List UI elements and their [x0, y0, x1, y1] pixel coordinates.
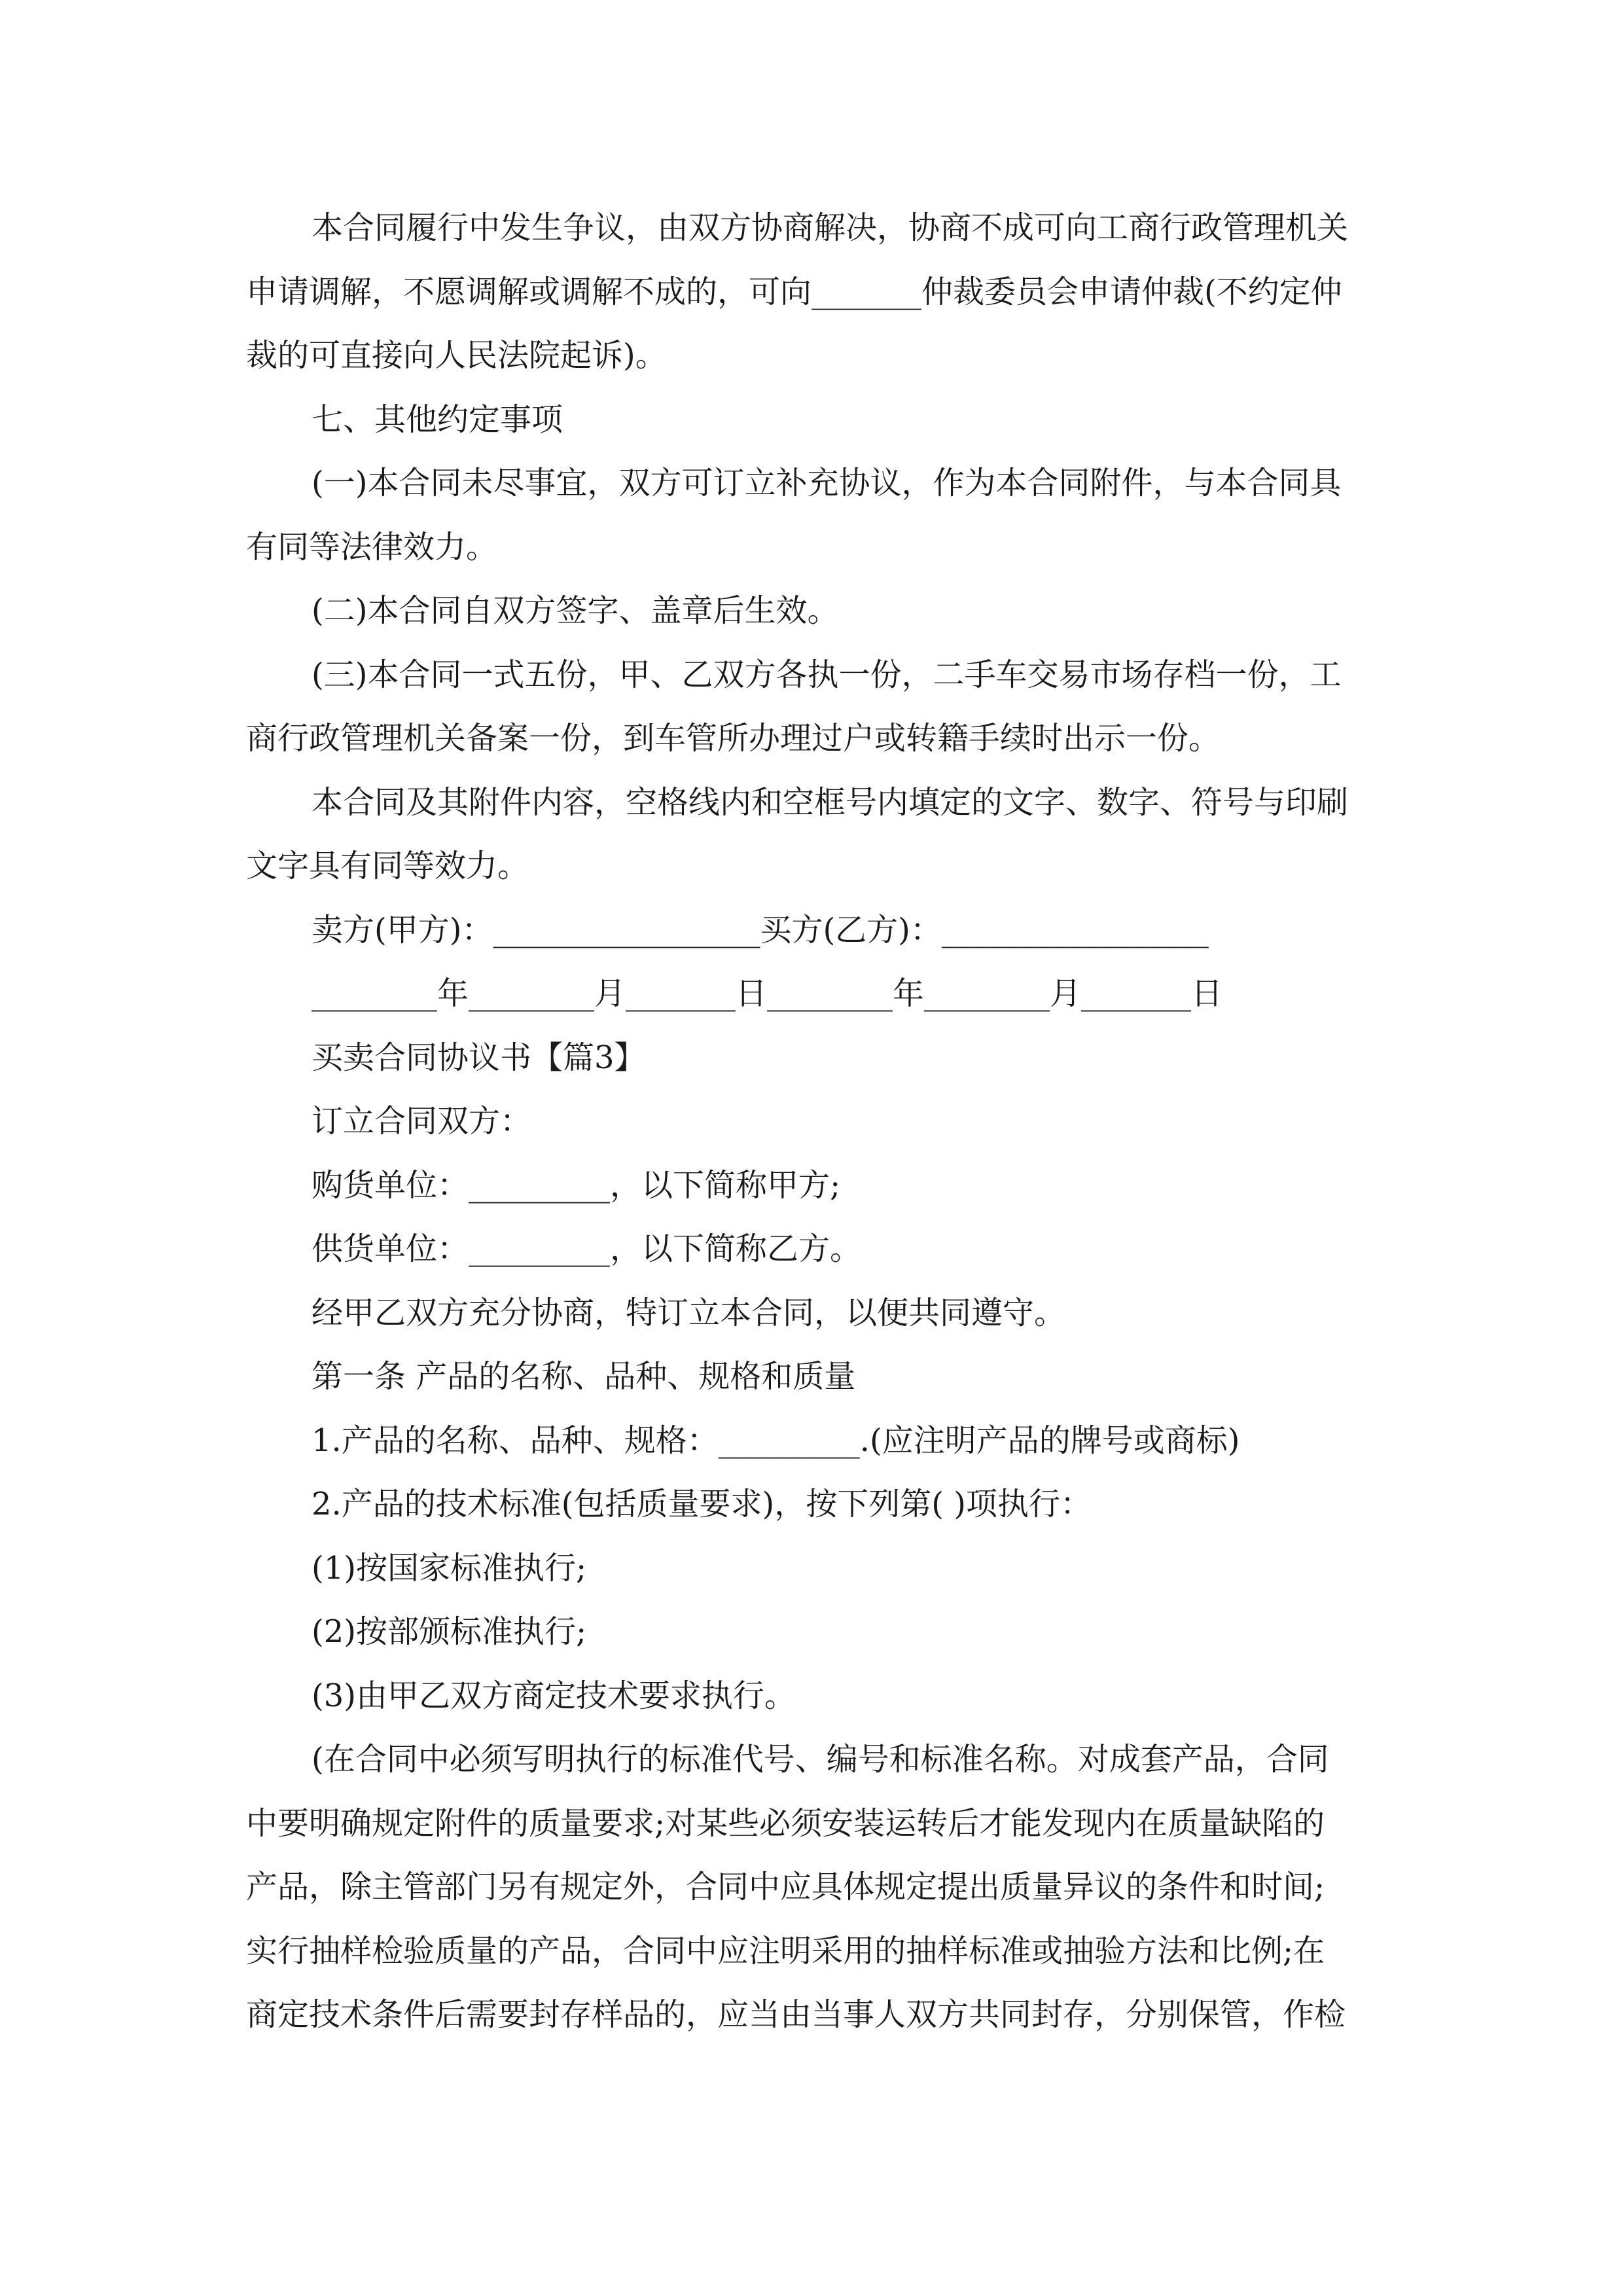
paragraph-line: 有同等法律效力。 [246, 528, 498, 565]
document-subtitle: 买卖合同协议书【篇3】 [312, 1039, 646, 1076]
list-item: (1)按国家标准执行; [312, 1549, 587, 1587]
buyer-line: 购货单位：_________，以下简称甲方; [312, 1166, 841, 1204]
paragraph-line: 本合同履行中发生争议，由双方协商解决，协商不成可向工商行政管理机关 [312, 209, 1349, 246]
paragraph-line: 中要明确规定附件的质量要求;对某些必须安装运转后才能发现内在质量缺陷的 [246, 1804, 1325, 1842]
paragraph-line: 文字具有同等效力。 [246, 848, 529, 884]
paragraph-line: 1.产品的名称、品种、规格：_________.(应注明产品的牌号或商标) [312, 1422, 1240, 1459]
paragraph-line: 商定技术条件后需要封存样品的，应当由当事人双方共同封存，分别保管，作检 [246, 1996, 1346, 2033]
date-line: ________年________月_______日________年________月_______日 [312, 975, 1223, 1012]
paragraph-line: 本合同及其附件内容，空格线内和空框号内填定的文字、数字、符号与印刷 [312, 783, 1349, 821]
paragraph-line: 产品，除主管部门另有规定外，合同中应具体规定提出质量异议的条件和时间; [246, 1869, 1325, 1905]
paragraph-line: 商行政管理机关备案一份，到车管所办理过户或转籍手续时出示一份。 [246, 720, 1221, 757]
signature-line: 卖方(甲方)：_________________买方(乙方)：_________________ [312, 911, 1209, 948]
paragraph-line: 申请调解，不愿调解或调解不成的，可向_______仲裁委员会申请仲裁(不约定仲 [246, 273, 1342, 310]
paragraph-line: (二)本合同自双方签字、盖章后生效。 [312, 592, 839, 629]
article-heading: 第一条 产品的名称、品种、规格和质量 [312, 1358, 856, 1395]
paragraph-line: 实行抽样检验质量的产品，合同中应注明采用的抽样标准或抽验方法和比例;在 [246, 1932, 1325, 1969]
list-item: (3)由甲乙双方商定技术要求执行。 [312, 1677, 796, 1714]
paragraph-line: 2.产品的技术标准(包括质量要求)，按下列第( )项执行： [312, 1486, 1092, 1522]
section-heading: 七、其他约定事项 [312, 401, 563, 438]
seller-line: 供货单位：_________，以下简称乙方。 [312, 1230, 862, 1267]
document-page [246, 196, 1378, 2047]
list-item: (2)按部颁标准执行; [312, 1613, 587, 1650]
paragraph-line: (一)本合同未尽事宜，双方可订立补充协议，作为本合同附件，与本合同具 [312, 465, 1342, 501]
paragraph-line: 裁的可直接向人民法院起诉)。 [246, 337, 667, 374]
paragraph-line: (三)本合同一式五份，甲、乙双方各执一份，二手车交易市场存档一份，工 [312, 656, 1342, 693]
paragraph-line: 订立合同双方： [312, 1103, 532, 1139]
paragraph-line: 经甲乙双方充分协商，特订立本合同，以便共同遵守。 [312, 1294, 1066, 1331]
paragraph-line: (在合同中必须写明执行的标准代号、编号和标准名称。对成套产品，合同 [312, 1741, 1329, 1778]
